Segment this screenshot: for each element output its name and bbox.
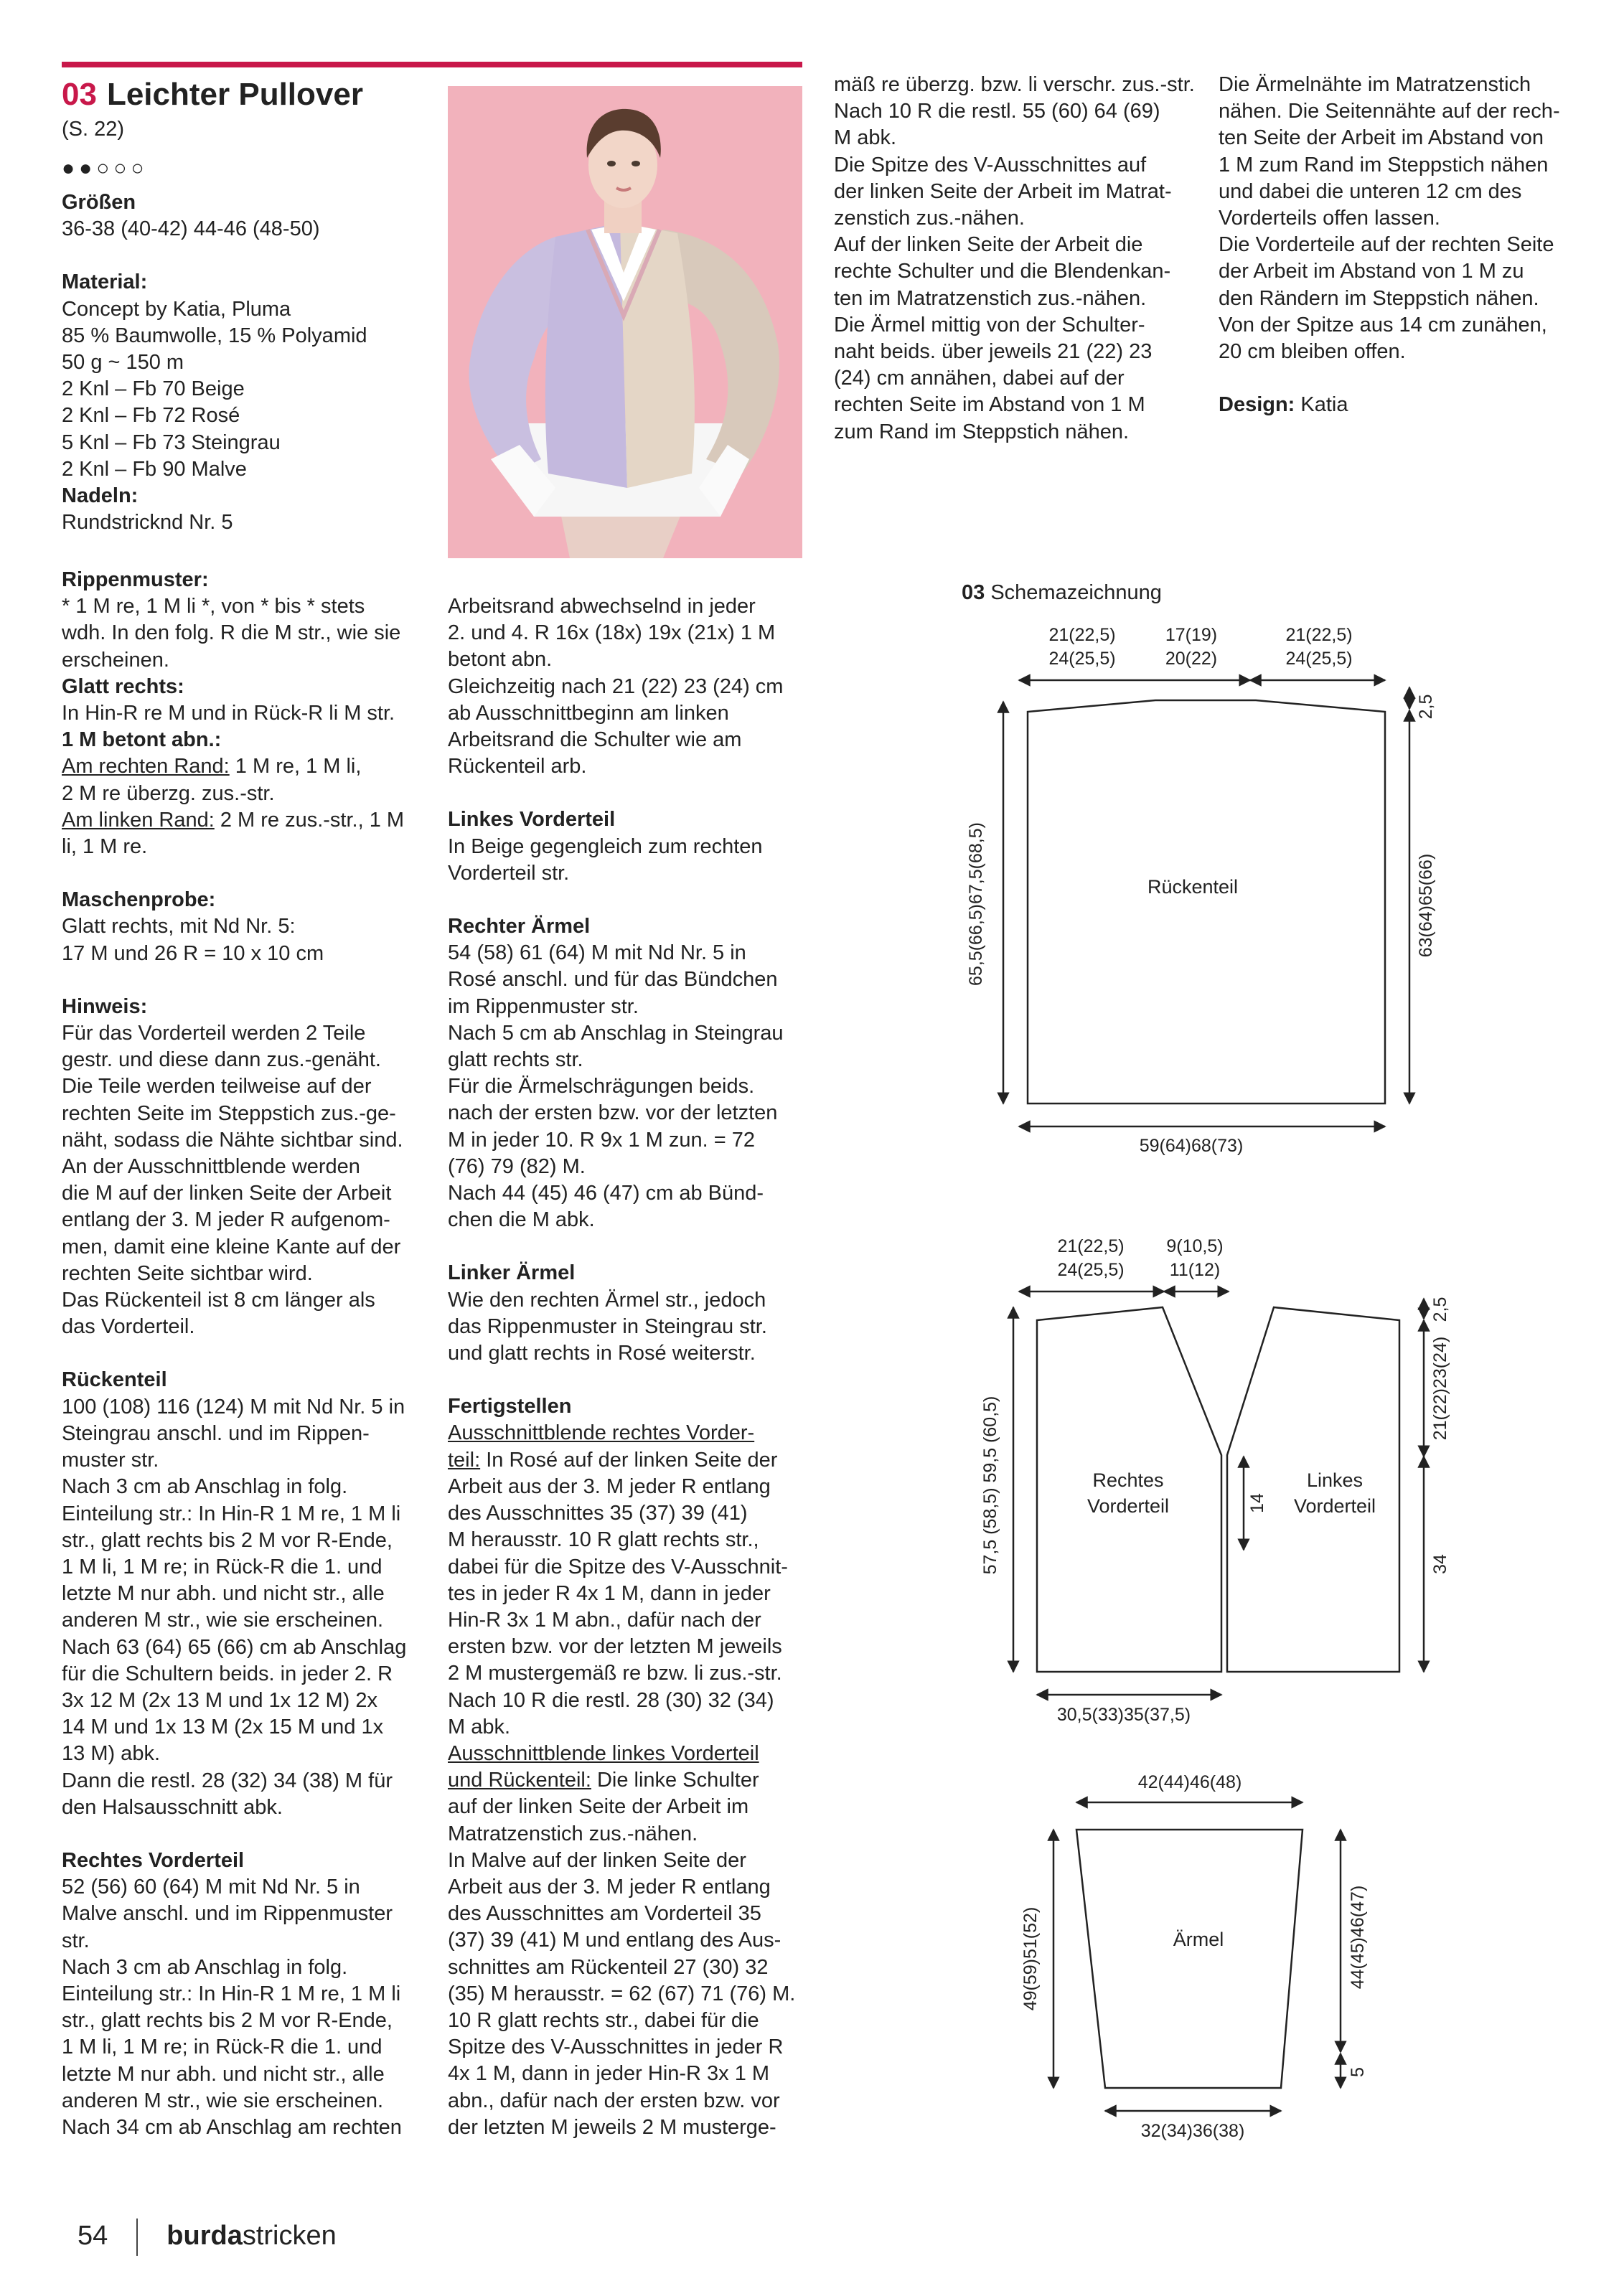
material-line: 2 Knl – Fb 70 Beige	[62, 377, 245, 401]
decrease-heading: 1 M betont abn.:	[62, 728, 222, 752]
finishing-line: auf der linken Seite der Arbeit im	[448, 1795, 749, 1819]
finishing-line: 2 M mustergemäß re bzw. li zus.-str.	[448, 1662, 782, 1685]
finishing-line: Von der Spitze aus 14 cm zunähen,	[1219, 313, 1547, 337]
sleeve-outline	[1076, 1830, 1303, 2088]
page-reference: (S. 22)	[62, 118, 125, 141]
rib-line: * 1 M re, 1 M li *, von * bis * stets	[62, 595, 365, 618]
right-sleeve-line: M in jeder 10. R 9x 1 M zun. = 72	[448, 1128, 755, 1152]
brand-logo-bold: burda	[166, 2221, 243, 2252]
note-line: men, damit eine kleine Kante auf der	[62, 1235, 401, 1258]
right-front-line: str., glatt rechts bis 2 M vor R-Ende,	[62, 2009, 393, 2033]
sizes-text: 36-38 (40-42) 44-46 (48-50)	[62, 217, 320, 241]
back-line: Nach 63 (64) 65 (66) cm ab Anschlag	[62, 1635, 407, 1659]
finishing-line: Die Vorderteile auf der rechten Seite	[1219, 233, 1554, 257]
material-line: 85 % Baumwolle, 15 % Polyamid	[62, 324, 367, 347]
brand-logo-rest: stricken	[242, 2221, 337, 2252]
note-heading: Hinweis:	[62, 994, 148, 1018]
material-line: 2 Knl – Fb 72 Rosé	[62, 404, 240, 428]
decrease-right-label: Am rechten Rand:	[62, 755, 230, 778]
finishing-text: In Rosé auf der linken Seite der	[480, 1448, 778, 1472]
right-sleeve-line: Nach 44 (45) 46 (47) cm ab Bünd-	[448, 1182, 764, 1205]
finishing-line: Die Ärmel mittig von der Schulter-	[834, 313, 1145, 337]
finishing-line: Spitze des V-Ausschnittes in jeder R	[448, 2036, 784, 2059]
left-sleeve-line: Wie den rechten Ärmel str., jedoch	[448, 1288, 766, 1312]
finishing-line: der letzten M jeweils 2 M musterge-	[448, 2115, 776, 2139]
finishing-sub-2: Ausschnittblende linkes Vorderteil	[448, 1741, 759, 1765]
finishing-line: den Rändern im Steppstich nähen.	[1219, 286, 1539, 310]
note-line: Das Rückenteil ist 8 cm länger als	[62, 1289, 375, 1312]
finishing-line: nähen. Die Seitennähte auf der rech-	[1219, 100, 1560, 123]
right-front-line: letzte M nur abh. und nicht str., alle	[62, 2062, 385, 2086]
right-front-cont-line: Gleichzeitig nach 21 (22) 23 (24) cm	[448, 674, 784, 698]
dim-label: 24(25,5)	[1285, 649, 1353, 669]
finishing-line: M abk.	[448, 1715, 511, 1739]
dim-label: 30,5(33)35(37,5)	[1056, 1705, 1191, 1725]
finishing-line: Arbeit aus der 3. M jeder R entlang	[448, 1875, 771, 1899]
finishing-line: M herausstr. 10 R glatt rechts str.,	[448, 1528, 759, 1552]
finishing-line: In Malve auf der linken Seite der	[448, 1848, 746, 1872]
back-line: Steingrau anschl. und im Rippen-	[62, 1421, 370, 1445]
dim-label: 5	[1348, 2067, 1368, 2077]
schema-number: 03	[962, 581, 985, 604]
finishing-line: und dabei die unteren 12 cm des	[1219, 179, 1522, 203]
dim-label: 21(22,5)	[1057, 1236, 1125, 1256]
left-front-label: Vorderteil	[1293, 1495, 1376, 1517]
rib-line: erscheinen.	[62, 648, 169, 672]
page-footer	[78, 2219, 337, 2256]
dim-label: 63(64)65(66)	[1416, 853, 1436, 958]
finishing-line: ersten bzw. vor der letzten M jeweils	[448, 1635, 782, 1659]
dim-label: 24(25,5)	[1048, 649, 1116, 669]
left-front-line: In Beige gegengleich zum rechten	[448, 834, 763, 858]
note-line: entlang der 3. M jeder R aufgenom-	[62, 1208, 390, 1232]
dim-label: 57,5 (58,5) 59,5 (60,5)	[980, 1396, 1000, 1575]
right-front-cont-line: Rückenteil arb.	[448, 755, 587, 778]
decrease-right-text: 1 M re, 1 M li,	[229, 755, 362, 778]
needles-text: Rundstricknd Nr. 5	[62, 511, 233, 535]
dim-label: 24(25,5)	[1057, 1260, 1125, 1280]
gauge-line: Glatt rechts, mit Nd Nr. 5:	[62, 915, 296, 938]
finishing-line: ten im Matratzenstich zus.-nähen.	[834, 286, 1147, 310]
material-line: 2 Knl – Fb 90 Malve	[62, 457, 247, 481]
finishing-line: (37) 39 (41) M und entlang des Aus-	[448, 1929, 782, 1952]
right-sleeve-line: 54 (58) 61 (64) M mit Nd Nr. 5 in	[448, 941, 746, 965]
right-front-cont-line: Arbeitsrand die Schulter wie am	[448, 728, 742, 752]
dim-label: 11(12)	[1169, 1260, 1221, 1280]
rib-line: wdh. In den folg. R die M str., wie sie	[62, 621, 401, 645]
back-line: Nach 3 cm ab Anschlag in folg.	[62, 1475, 348, 1499]
back-line: 100 (108) 116 (124) M mit Nd Nr. 5 in	[62, 1395, 405, 1418]
note-line: rechten Seite sichtbar wird.	[62, 1261, 313, 1285]
back-line: 13 M) abk.	[62, 1742, 160, 1766]
sleeve-label: Ärmel	[1173, 1929, 1224, 1950]
finishing-line: Nach 10 R die restl. 28 (30) 32 (34)	[448, 1688, 774, 1712]
back-label: Rückenteil	[1147, 876, 1239, 898]
dim-label: 9(10,5)	[1166, 1236, 1224, 1256]
stockinette-heading: Glatt rechts:	[62, 674, 184, 698]
right-front-cont-line: ab Ausschnittbeginn am linken	[448, 701, 729, 725]
pattern-name: Leichter Pullover	[106, 77, 363, 112]
back-line: anderen M str., wie sie erscheinen.	[62, 1609, 384, 1632]
dim-label: 2,5	[1430, 1297, 1450, 1322]
decrease-left-text: 2 M re zus.-str., 1 M	[214, 808, 405, 832]
finishing-line: (35) M herausstr. = 62 (67) 71 (76) M.	[448, 1982, 796, 2005]
left-sleeve-heading: Linker Ärmel	[448, 1261, 576, 1285]
finishing-line: 20 cm bleiben offen.	[1219, 340, 1406, 364]
right-front-label: Vorderteil	[1086, 1495, 1170, 1517]
finishing-sub-1-end: teil:	[448, 1448, 481, 1472]
finishing-line: 1 M zum Rand im Steppstich nähen	[1219, 153, 1549, 177]
material-line: 50 g ~ 150 m	[62, 351, 184, 375]
note-line: rechten Seite im Steppstich zus.-ge-	[62, 1101, 396, 1125]
right-front-line: Nach 34 cm ab Anschlag am rechten	[62, 2115, 402, 2139]
right-front-line: Einteilung str.: In Hin-R 1 M re, 1 M li	[62, 1982, 401, 2005]
back-line: letzte M nur abh. und nicht str., alle	[62, 1582, 385, 1606]
decrease-right-line-2: 2 M re überzg. zus.-str.	[62, 781, 275, 805]
material-line: Concept by Katia, Pluma	[62, 297, 291, 321]
finishing-line: ten Seite der Arbeit im Abstand von	[1219, 126, 1544, 150]
dim-label: 2,5	[1416, 694, 1436, 720]
material-line: 5 Knl – Fb 73 Steingrau	[62, 430, 281, 454]
left-front-label: Linkes	[1306, 1469, 1363, 1491]
back-line: Einteilung str.: In Hin-R 1 M re, 1 M li	[62, 1502, 401, 1525]
left-front-line: Vorderteil str.	[448, 861, 570, 885]
note-line: die M auf der linken Seite der Arbeit	[62, 1182, 392, 1205]
material-heading: Material:	[62, 270, 148, 294]
pattern-number: 03	[62, 77, 97, 112]
right-front-line: 1 M li, 1 M re; in Rück-R die 1. und	[62, 2036, 382, 2059]
dim-label: 42(44)46(48)	[1137, 1772, 1242, 1792]
back-line: 14 M und 1x 13 M (2x 15 M und 1x	[62, 1716, 384, 1739]
dim-label: 21(22)23(24)	[1430, 1336, 1450, 1441]
right-front-line: Nach 3 cm ab Anschlag in folg.	[62, 1955, 348, 1979]
note-line: näht, sodass die Nähte sichtbar sind.	[62, 1128, 403, 1152]
finishing-text: Die linke Schulter	[591, 1769, 759, 1792]
dim-label: 44(45)46(47)	[1348, 1885, 1368, 1990]
dim-label: 65,5(66,5)67,5(68,5)	[966, 822, 986, 986]
finishing-sub-1: Ausschnittblende rechtes Vorder-	[448, 1421, 755, 1445]
decrease-left-line-2: li, 1 M re.	[62, 835, 148, 859]
note-line: Für das Vorderteil werden 2 Teile	[62, 1022, 366, 1045]
finishing-sub-2-end: und Rückenteil:	[448, 1769, 591, 1792]
right-sleeve-line: Für die Ärmelschrägungen beids.	[448, 1075, 755, 1098]
right-sleeve-heading: Rechter Ärmel	[448, 915, 591, 938]
finishing-line: mäß re überzg. bzw. li verschr. zus.-str.	[834, 73, 1195, 96]
gauge-heading: Maschenprobe:	[62, 888, 216, 912]
stockinette-line: In Hin-R re M und in Rück-R li M str.	[62, 702, 395, 725]
finishing-line: Nach 10 R die restl. 55 (60) 64 (69)	[834, 100, 1160, 123]
needles-heading: Nadeln:	[62, 484, 139, 508]
back-line: muster str.	[62, 1449, 159, 1472]
back-piece-outline	[1028, 700, 1385, 1104]
finishing-line: Die Ärmelnähte im Matratzenstich	[1219, 73, 1531, 96]
right-front-line: 52 (56) 60 (64) M mit Nd Nr. 5 in	[62, 1876, 360, 1899]
left-front-heading: Linkes Vorderteil	[448, 808, 616, 832]
finishing-line: zum Rand im Steppstich nähen.	[834, 420, 1130, 443]
right-front-line: Malve anschl. und im Rippenmuster	[62, 1902, 393, 1926]
right-sleeve-line: chen die M abk.	[448, 1208, 595, 1232]
right-sleeve-line: nach der ersten bzw. vor der letzten	[448, 1101, 778, 1125]
right-front-cont-line: 2. und 4. R 16x (18x) 19x (21x) 1 M	[448, 621, 776, 645]
dim-label: 21(22,5)	[1285, 625, 1353, 645]
right-sleeve-line: Rosé anschl. und für das Bündchen	[448, 968, 778, 992]
finishing-line: 4x 1 M, dann in jeder Hin-R 3x 1 M	[448, 2062, 770, 2086]
right-sleeve-line: glatt rechts str.	[448, 1048, 583, 1072]
page-number: 54	[78, 2221, 108, 2252]
back-line: str., glatt rechts bis 2 M vor R-Ende,	[62, 1528, 393, 1552]
note-line: das Vorderteil.	[62, 1315, 195, 1339]
finishing-line: Die Spitze des V-Ausschnittes auf	[834, 153, 1147, 177]
dim-label: 49(59)51(52)	[1020, 1906, 1041, 2011]
dim-label: 21(22,5)	[1048, 625, 1116, 645]
back-line: 3x 12 M (2x 13 M und 1x 12 M) 2x	[62, 1688, 378, 1712]
left-sleeve-line: das Rippenmuster in Steingrau str.	[448, 1314, 767, 1338]
finishing-line: M abk.	[834, 126, 897, 150]
dim-label: 20(22)	[1165, 649, 1218, 669]
design-label: Design:	[1219, 393, 1295, 417]
right-sleeve-line: im Rippenmuster str.	[448, 994, 639, 1018]
note-line: gestr. und diese dann zus.-genäht.	[62, 1048, 381, 1072]
back-line: für die Schultern beids. in jeder 2. R	[62, 1662, 393, 1685]
dim-label: 34	[1430, 1554, 1450, 1574]
back-line: 1 M li, 1 M re; in Rück-R die 1. und	[62, 1555, 382, 1578]
difficulty-rating: ●●○○○	[62, 156, 149, 180]
dim-label: 14	[1247, 1493, 1267, 1513]
back-line: Dann die restl. 28 (32) 34 (38) M für	[62, 1769, 393, 1792]
right-sleeve-line: (76) 79 (82) M.	[448, 1154, 586, 1178]
finishing-line: tes in jeder R 4x 1 M, dann in jeder	[448, 1581, 771, 1605]
decrease-left-label: Am linken Rand:	[62, 808, 215, 832]
finishing-line: der Arbeit im Abstand von 1 M zu	[1219, 260, 1524, 283]
note-line: An der Ausschnittblende werden	[62, 1155, 360, 1179]
note-line: Die Teile werden teilweise auf der	[62, 1075, 372, 1098]
finishing-line: Arbeit aus der 3. M jeder R entlang	[448, 1474, 771, 1498]
dim-label: 32(34)36(38)	[1140, 2121, 1245, 2141]
finishing-line: Auf der linken Seite der Arbeit die	[834, 233, 1143, 257]
finishing-line: abn., dafür nach der ersten bzw. vor	[448, 2089, 780, 2112]
right-sleeve-line: Nach 5 cm ab Anschlag in Steingrau	[448, 1021, 784, 1045]
back-heading: Rückenteil	[62, 1368, 167, 1392]
finishing-line: des Ausschnittes 35 (37) 39 (41)	[448, 1502, 748, 1525]
rib-heading: Rippenmuster:	[62, 568, 209, 591]
finishing-line: rechten Seite im Abstand von 1 M	[834, 393, 1145, 417]
left-sleeve-line: und glatt rechts in Rosé weiterstr.	[448, 1342, 756, 1365]
footer-divider	[136, 2219, 138, 2256]
finishing-line: dabei für die Spitze des V-Ausschnit-	[448, 1555, 788, 1578]
right-front-cont-line: betont abn.	[448, 648, 553, 672]
finishing-line: zenstich zus.-nähen.	[834, 207, 1025, 230]
right-front-line: str.	[62, 1929, 90, 1952]
finishing-heading: Fertigstellen	[448, 1395, 572, 1418]
gauge-line: 17 M und 26 R = 10 x 10 cm	[62, 941, 324, 965]
finishing-line: 10 R glatt rechts str., dabei für die	[448, 2008, 759, 2032]
finishing-line: Vorderteils offen lassen.	[1219, 207, 1440, 230]
right-front-label: Rechtes	[1092, 1469, 1164, 1491]
schema-title-text: Schemazeichnung	[985, 581, 1162, 604]
finishing-line: des Ausschnittes am Vorderteil 35	[448, 1902, 761, 1926]
right-front-heading: Rechtes Vorderteil	[62, 1848, 245, 1872]
finishing-line: Hin-R 3x 1 M abn., dafür nach der	[448, 1608, 761, 1632]
sizes-heading: Größen	[62, 191, 136, 214]
design-name: Katia	[1295, 393, 1348, 417]
right-front-cont-line: Arbeitsrand abwechselnd in jeder	[448, 595, 756, 618]
finishing-line: rechte Schulter und die Blendenkan-	[834, 260, 1171, 283]
finishing-line: naht beids. über jeweils 21 (22) 23	[834, 340, 1153, 364]
dim-label: 17(19)	[1165, 625, 1218, 645]
finishing-line: schnittes am Rückenteil 27 (30) 32	[448, 1955, 769, 1979]
back-line: den Halsausschnitt abk.	[62, 1795, 283, 1819]
right-front-line: anderen M str., wie sie erscheinen.	[62, 2089, 384, 2112]
finishing-line: der linken Seite der Arbeit im Matrat-	[834, 179, 1172, 203]
finishing-line: Matratzenstich zus.-nähen.	[448, 1822, 698, 1845]
dim-label: 59(64)68(73)	[1139, 1136, 1244, 1156]
finishing-line: (24) cm annähen, dabei auf der	[834, 367, 1125, 390]
